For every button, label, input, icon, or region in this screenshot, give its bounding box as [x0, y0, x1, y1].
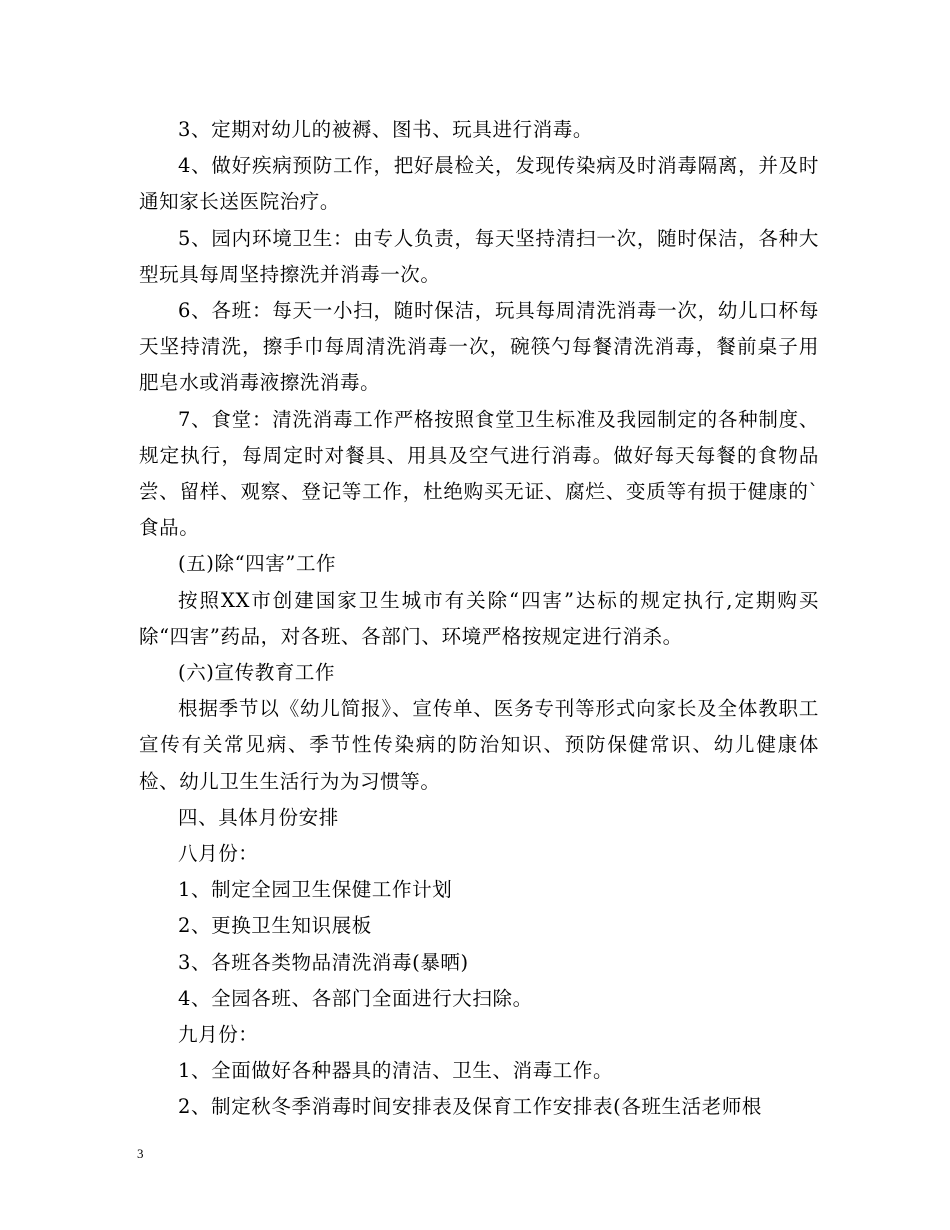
section-heading-5: (五)除“四害”工作	[178, 552, 337, 576]
paragraph-pest-control: 按照XX市创建国家卫生城市有关除“四害”达标的规定执行,定期购买除“四害”药品，对各班、各部门、环境严格按规定进行消杀。	[139, 588, 819, 648]
section-heading-monthly: 四、具体月份安排	[178, 805, 339, 829]
page-number: 3	[137, 1146, 144, 1161]
paragraph-item-5: 5、园内环境卫生：由专人负责，每天坚持清扫一次，随时保洁，各种大型玩具每周坚持擦洗并消毒一次。	[139, 226, 819, 286]
month-heading-september: 九月份：	[178, 1023, 259, 1047]
september-item-2: 2、制定秋冬季消毒时间安排表及保育工作安排表(各班生活老师根	[178, 1095, 763, 1119]
section-heading-6: (六)宣传教育工作	[178, 661, 336, 685]
paragraph-item-4: 4、做好疾病预防工作，把好晨检关，发现传染病及时消毒隔离，并及时通知家长送医院治疗。	[139, 154, 819, 214]
august-item-4: 4、全园各班、各部门全面进行大扫除。	[178, 986, 533, 1010]
paragraph-item-7: 7、食堂：清洗消毒工作严格按照食堂卫生标准及我园制定的各种制度、规定执行，每周定时对餐具、用具及空气进行消毒。做好每天每餐的食物品尝、留样、观察、登记等工作，杜绝购买无证、腐烂、变质等有损于健康的`食品。	[139, 407, 819, 540]
paragraph-item-6: 6、各班：每天一小扫，随时保洁，玩具每周清洗消毒一次，幼儿口杯每天坚持清洗，擦手巾每周清洗消毒一次，碗筷勺每餐清洗消毒，餐前桌子用肥皂水或消毒液擦洗消毒。	[139, 299, 819, 395]
september-item-1: 1、全面做好各种器具的清洁、卫生、消毒工作。	[178, 1059, 614, 1083]
paragraph-item-3: 3、定期对幼儿的被褥、图书、玩具进行消毒。	[178, 118, 594, 141]
month-heading-august: 八月份：	[178, 842, 259, 866]
document-body	[139, 112, 819, 1126]
august-item-2: 2、更换卫生知识展板	[178, 914, 372, 938]
paragraph-education: 根据季节以《幼儿简报》、宣传单、医务专刊等形式向家长及全体教职工宣传有关常见病、季节性传染病的防治知识、预防保健常识、幼儿健康体检、幼儿卫生生活行为为习惯等。	[139, 697, 819, 793]
august-item-3: 3、各班各类物品清洗消毒(暴晒)	[178, 950, 469, 974]
august-item-1: 1、制定全园卫生保健工作计划	[178, 878, 453, 902]
